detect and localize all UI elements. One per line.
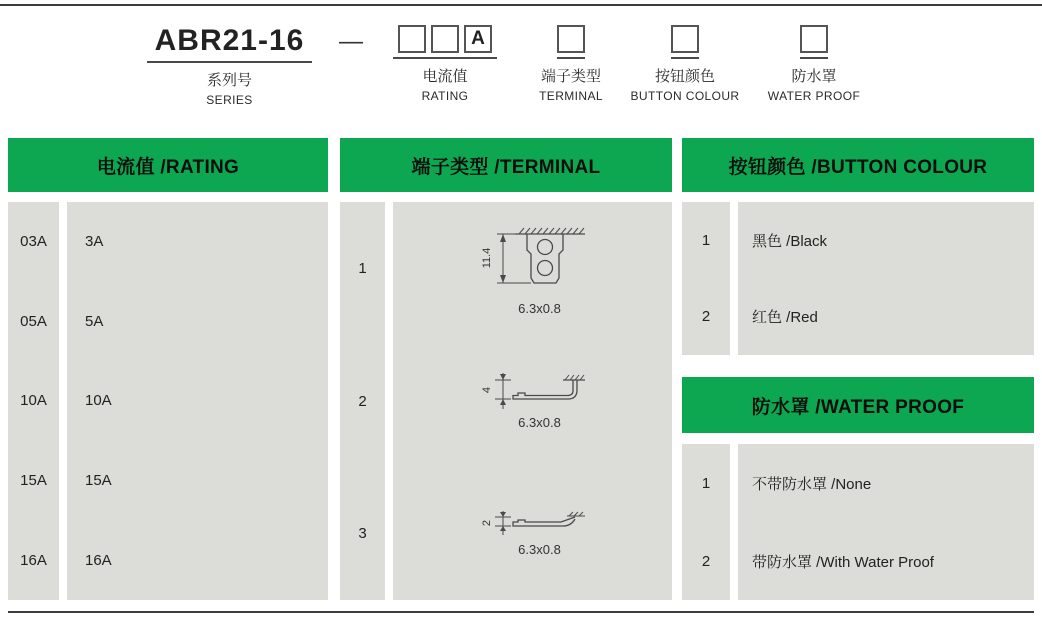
terminal-type-1-drawing [480, 220, 595, 317]
button-colour-code-cell: 2 [682, 279, 730, 356]
rating-code-cell: 10A [8, 361, 59, 441]
water-proof-value-cell: 带防水罩 /With Water Proof [738, 522, 1034, 600]
table-row [682, 444, 1034, 522]
rating-value-cell: 3A [67, 202, 328, 282]
button-colour-code-cell: 1 [682, 202, 730, 279]
rating-code-cell: 05A [8, 282, 59, 362]
water-proof-label-zh: 防水罩 [791, 68, 837, 85]
button-colour-code-group [625, 25, 745, 103]
table-row [682, 202, 1034, 279]
rating-code-boxes [393, 25, 497, 53]
right-angle-terminal-icon [485, 372, 595, 412]
rating-value-cell: 5A [67, 282, 328, 362]
terminal-table-body [340, 202, 672, 600]
terminal-code-cell: 2 [340, 335, 385, 468]
terminal-size-label: 6.3x0.8 [518, 301, 561, 317]
series-code: ABR21-16 [147, 24, 312, 63]
water-proof-code-group [754, 25, 874, 103]
terminal-table [340, 138, 672, 600]
terminal-underline [557, 57, 585, 59]
terminal-label-zh: 端子类型 [540, 68, 601, 85]
series-group [147, 24, 312, 107]
water-proof-underline [800, 57, 828, 59]
rating-value-cell: 15A [67, 441, 328, 521]
water-proof-table-header: 防水罩 /WATER PROOF [682, 377, 1034, 433]
series-label-zh: 系列号 [206, 72, 252, 89]
rating-code-cell: 03A [8, 202, 59, 282]
button-colour-code-box [671, 25, 699, 53]
button-colour-underline [671, 57, 699, 59]
terminal-drawing-cell [393, 335, 672, 468]
table-row [682, 279, 1034, 356]
water-proof-table-body [682, 444, 1034, 600]
button-colour-label-zh: 按钮颜色 [654, 68, 715, 85]
table-row [8, 361, 328, 441]
rating-label-zh: 电流值 [422, 68, 468, 85]
table-row [340, 467, 672, 600]
series-label-en: SERIES [206, 93, 253, 107]
rating-label-en: RATING [421, 89, 469, 103]
button-colour-table-header: 按钮颜色 /BUTTON COLOUR [682, 138, 1034, 192]
rating-value-cell: 10A [67, 361, 328, 441]
water-proof-code-cell: 2 [682, 522, 730, 600]
table-row [8, 282, 328, 362]
button-colour-table [682, 138, 1034, 600]
button-colour-value-cell: 红色 /Red [738, 279, 1034, 356]
table-row [8, 441, 328, 521]
water-proof-code-box [800, 25, 828, 53]
rating-code-group [393, 25, 497, 103]
dimension-label: 11.4 [480, 248, 493, 269]
button-colour-label-en: BUTTON COLOUR [630, 89, 740, 103]
rating-table-header: 电流值 /RATING [8, 138, 328, 192]
rating-table-body [8, 202, 328, 600]
terminal-size-label: 6.3x0.8 [518, 541, 561, 557]
rating-code-cell: 15A [8, 441, 59, 521]
terminal-label-en: TERMINAL [539, 89, 603, 103]
code-separator-dash: — [339, 28, 363, 55]
terminal-drawing-cell [393, 202, 672, 335]
rating-table [8, 138, 328, 600]
rating-code-box-2 [431, 25, 459, 53]
terminal-type-3-drawing [480, 511, 595, 557]
terminal-code-cell: 3 [340, 467, 385, 600]
flat-tab-terminal-icon [485, 220, 595, 298]
terminal-code-cell: 1 [340, 202, 385, 335]
rating-value-cell: 16A [67, 520, 328, 600]
terminal-type-2-drawing [480, 372, 595, 430]
water-proof-code-cell: 1 [682, 444, 730, 522]
button-colour-value-cell: 黑色 /Black [738, 202, 1034, 279]
table-row [340, 335, 672, 468]
water-proof-label-en: WATER PROOF [767, 89, 861, 103]
rating-code-cell: 16A [8, 520, 59, 600]
dimension-label: 2 [480, 519, 493, 526]
top-divider [0, 4, 1042, 6]
table-row [8, 202, 328, 282]
terminal-code-group [521, 25, 621, 103]
rating-code-box-1 [398, 25, 426, 53]
table-row [340, 202, 672, 335]
terminal-size-label: 6.3x0.8 [518, 415, 561, 430]
rating-code-box-3: A [464, 25, 492, 53]
dimension-label: 4 [480, 386, 493, 394]
rating-underline [393, 57, 497, 59]
terminal-drawing-cell [393, 467, 672, 600]
bottom-divider [8, 611, 1034, 613]
water-proof-value-cell: 不带防水罩 /None [738, 444, 1034, 522]
straight-terminal-icon [485, 511, 595, 539]
terminal-code-box [557, 25, 585, 53]
table-row [8, 520, 328, 600]
table-row [682, 522, 1034, 600]
terminal-table-header: 端子类型 /TERMINAL [340, 138, 672, 192]
button-colour-table-body [682, 202, 1034, 355]
